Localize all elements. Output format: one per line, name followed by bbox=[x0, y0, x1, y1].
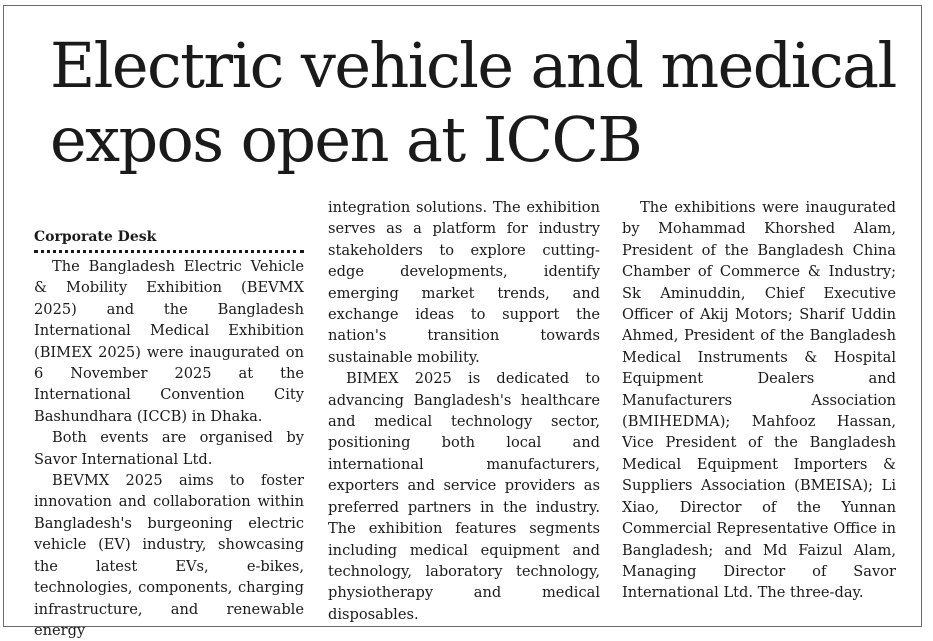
article-column-1 bbox=[34, 227, 304, 641]
byline: Corporate Desk bbox=[34, 227, 304, 253]
paragraph: The exhibitions were inaugurated by Mohammad Khorshed Alam, President of the Bangladesh China Chamber of Commerce & Industry; Sk Aminuddin, Chief Executive Officer of Akij Motors; Sharif Uddin Ahmed, President of the Bangladesh Medical Instruments & Hospital Equipment Dealers and Manufacturers Association (BMIHEDMA); Mahfooz Hassan, Vice President of the Bangladesh Medical Equipment Importers & Suppliers Association (BMEISA); Li Xiao, Director of the Yunnan Commercial Representative Office in Bangladesh; and Md Faizul Alam, Managing Director of Savor International Ltd. The three-day. bbox=[622, 199, 896, 602]
paragraph: BEVMX 2025 aims to foster innovation and collaboration within Bangladesh's burgeoning electric vehicle (EV) industry, showcasing the latest EVs, e-bikes, technologies, components, charging infrastructure, and renewable energy bbox=[34, 472, 304, 639]
paragraph: BIMEX 2025 is dedicated to advancing Bangladesh's healthcare and medical technology sector, positioning both local and international manufacturers, exporters and service providers as preferred partners in the industry. The exhibition features segments including medical equipment and technology, laboratory technology, physiotherapy and medical disposables. bbox=[328, 370, 600, 623]
paragraph: Both events are organised by Savor International Ltd. bbox=[34, 429, 304, 468]
article-column-2 bbox=[328, 197, 600, 625]
headline: Electric vehicle and medical expos open at ICCB bbox=[50, 29, 896, 176]
paragraph-continued: integration solutions. The exhibition serves as a platform for industry stakeholders to explore cutting-edge developments, identify emerging market trends, and exchange ideas to support the nation's transition towards sustainable mobility. bbox=[328, 199, 600, 366]
article-column-3 bbox=[622, 197, 896, 604]
paragraph: The Bangladesh Electric Vehicle & Mobility Exhibition (BEVMX 2025) and the Bangladesh International Medical Exhibition (BIMEX 2025) were inaugurated on 6 November 2025 at the International Convention City Bashundhara (ICCB) in Dhaka. bbox=[34, 258, 304, 425]
